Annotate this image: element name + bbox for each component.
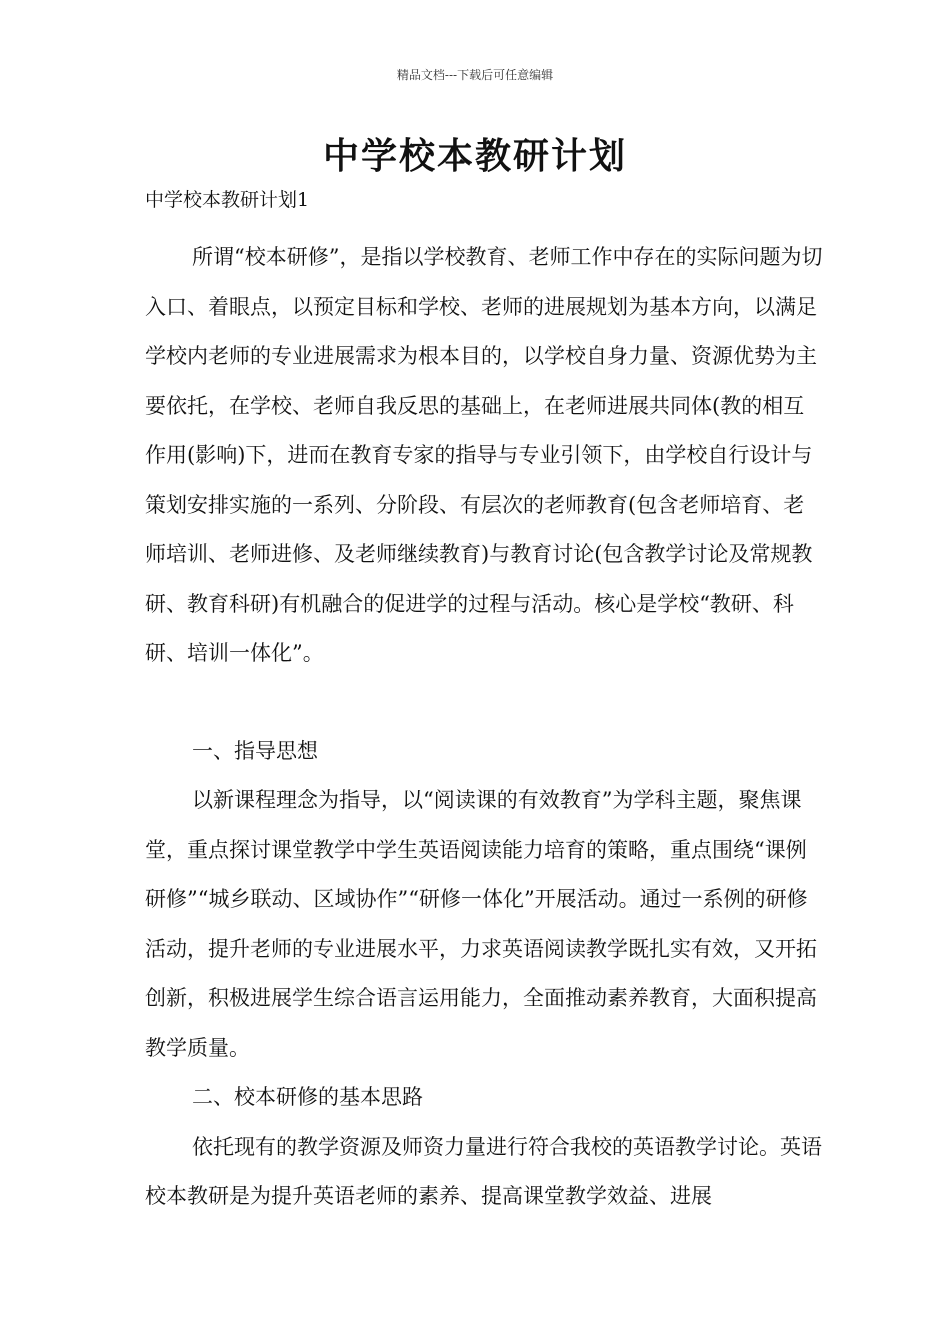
header-note: 精品文档---下载后可任意编辑 (396, 68, 554, 82)
document-title: 中学校本教研计划 (322, 135, 627, 177)
document-subtitle: 中学校本教研计划1 (145, 189, 310, 211)
paragraph-guiding: 以新课程理念为指导，以“阅读课的有效教育”为学科主题，聚焦课堂，重点探讨课堂教学中学生英语阅读能力培育的策略，重点围绕“课例研修”“城乡联动、区域协作”“研修一体化”开展活动。通过一系例的研修活动，提升老师的专业进展水平，力求英语阅读教学既扎实有效，又开拓创新，积极进展学生综合语言运用能力，全面推动素养教育，大面积提高教学质量。 (145, 788, 817, 1060)
section-heading-approach: 二、校本研修的基本思路 (192, 1085, 423, 1109)
section-heading-guiding: 一、指导思想 (192, 738, 318, 763)
paragraph-approach: 依托现有的教学资源及师资力量进行符合我校的英语教学讨论。英语校本教研是为提升英语老师的素养、提高课堂教学效益、进展 (145, 1134, 822, 1208)
document-body (145, 184, 825, 1222)
paragraph-intro: 所谓“校本研修”，是指以学校教育、老师工作中存在的实际问题为切入口、着眼点，以预定目标和学校、老师的进展规划为基本方向，以满足学校内老师的专业进展需求为根本目的，以学校自身力量、资源优势为主要依托，在学校、老师自我反思的基础上，在老师进展共同体(教的相互作用(影响)下，进而在教育专家的指导与专业引领下，由学校自行设计与策划安排实施的一系列、分阶段、有层次的老师教育(包含老师培育、老师培训、老师进修、及老师继续教育)与教育讨论(包含教学讨论及常规教研、教育科研)有机融合的促进学的过程与活动。核心是学校“教研、科研、培训一体化”。 (145, 245, 823, 665)
